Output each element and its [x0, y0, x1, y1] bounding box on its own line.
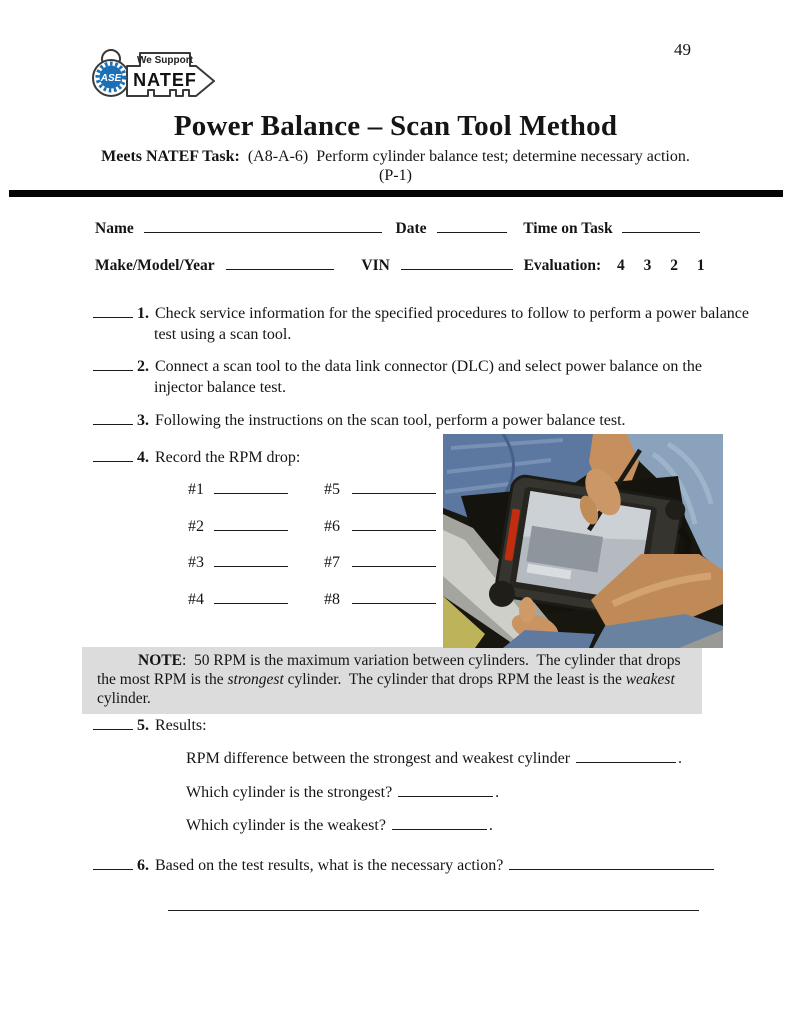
step-2-check-blank[interactable]: [93, 367, 133, 371]
result-2-blank[interactable]: [398, 793, 493, 797]
step-3: [93, 410, 791, 431]
vin-blank[interactable]: [401, 266, 513, 270]
rpm-5-blank[interactable]: [352, 490, 436, 494]
rpm-6-blank[interactable]: [352, 527, 436, 531]
rpm-2-label: #2: [188, 517, 204, 535]
step-1: [93, 303, 754, 345]
scan-tool-photo-image: [443, 434, 723, 648]
rpm-row-2: [188, 518, 436, 555]
step-6-answer-blank[interactable]: [509, 866, 714, 870]
date-blank[interactable]: [437, 229, 507, 233]
step-3-number: 3.: [137, 412, 149, 429]
step-6-check-blank[interactable]: [93, 866, 133, 870]
rpm-8-blank[interactable]: [352, 600, 436, 604]
make-model-year-blank[interactable]: [226, 266, 334, 270]
rpm-7-blank[interactable]: [352, 563, 436, 567]
evaluation-label: Evaluation:: [523, 257, 602, 274]
step-6-text: Based on the test results, what is the necessary action?: [155, 857, 504, 874]
rpm-1-blank[interactable]: [214, 490, 288, 494]
time-on-task-blank[interactable]: [622, 229, 700, 233]
page-title: Power Balance – Scan Tool Method: [173, 110, 618, 142]
task-label: Meets NATEF Task:: [101, 148, 240, 165]
step-5-check-blank[interactable]: [93, 726, 133, 730]
date-label: Date: [395, 220, 427, 237]
vehicle-row: [95, 257, 705, 275]
logo-main-text: NATEF: [133, 70, 197, 90]
step-6: [93, 855, 791, 876]
rpm-4-label: #4: [188, 590, 204, 608]
result-1-period: .: [678, 750, 683, 767]
name-label: Name: [95, 220, 134, 237]
step-5-number: 5.: [137, 717, 149, 734]
note-text-2: cylinder. The cylinder that drops RPM the least is the: [283, 671, 626, 688]
step-4-number: 4.: [137, 449, 149, 466]
rpm-1-label: #1: [188, 481, 204, 498]
step-2-number: 2.: [137, 358, 149, 375]
evaluation-2[interactable]: 2: [670, 257, 678, 274]
result-line-3: [186, 817, 493, 835]
evaluation-4[interactable]: 4: [616, 257, 625, 274]
note-italic-weakest: weakest: [625, 671, 675, 688]
step-4-text: Record the RPM drop:: [155, 449, 301, 466]
logo-top-text: We Support: [137, 55, 193, 66]
rpm-3-label: #3: [188, 554, 204, 571]
priority-label: (P-1): [379, 167, 412, 184]
note-label: NOTE: [138, 652, 182, 669]
step-4-check-blank[interactable]: [93, 458, 133, 462]
step-1-text: Check service information for the specified procedures to follow to perform a power balance test using a scan tool.: [154, 305, 749, 343]
rpm-4-blank[interactable]: [214, 600, 288, 604]
step-1-check-blank[interactable]: [93, 314, 133, 318]
step-6-number: 6.: [137, 857, 149, 874]
rpm-8-label: #8: [324, 590, 340, 608]
time-on-task-label: Time on Task: [523, 220, 613, 237]
scan-tool-photo: [443, 434, 723, 648]
result-3-text: Which cylinder is the weakest?: [186, 817, 386, 834]
divider-rule: [9, 190, 783, 197]
step-3-text: Following the instructions on the scan tool, perform a power balance test.: [155, 412, 626, 429]
note-italic-strongest: strongest: [227, 671, 284, 688]
step-2: [93, 356, 754, 398]
rpm-5-label: #5: [324, 481, 340, 498]
vin-label: VIN: [361, 257, 390, 274]
result-3-blank[interactable]: [392, 826, 487, 830]
step-3-check-blank[interactable]: [93, 421, 133, 425]
step-5-text: Results:: [155, 717, 207, 734]
rpm-row-4: [188, 591, 436, 628]
step-6-answer-blank-line-2[interactable]: [168, 908, 699, 911]
step-5: [93, 715, 224, 736]
step-2-text: Connect a scan tool to the data link connector (DLC) and select power balance on the injector balance test.: [154, 358, 702, 396]
rpm-2-blank[interactable]: [214, 527, 288, 531]
rpm-7-label: #7: [324, 554, 340, 571]
evaluation-1[interactable]: 1: [696, 257, 705, 274]
rpm-3-blank[interactable]: [214, 563, 288, 567]
step-1-number: 1.: [137, 305, 149, 322]
rpm-6-label: #6: [324, 517, 340, 535]
page-number: 49: [674, 40, 691, 59]
result-1-blank[interactable]: [576, 759, 676, 763]
natef-logo: [88, 42, 220, 106]
result-1-text: RPM difference between the strongest and weakest cylinder: [186, 750, 571, 767]
note-text-1: : 50 RPM is the maximum variation between cylinders. The cylinder that drops the most RPM is the: [97, 652, 685, 688]
natef-task-line: [0, 148, 791, 166]
note-text-3: cylinder.: [97, 671, 679, 707]
rpm-row-3: [188, 554, 436, 591]
name-date-row: [95, 220, 700, 238]
make-model-year-label: Make/Model/Year: [95, 257, 215, 274]
ase-gear-label: ASE: [100, 73, 122, 84]
result-line-2: [186, 784, 499, 802]
result-3-period: .: [488, 817, 493, 834]
task-description: (A8-A-6) Perform cylinder balance test; determine necessary action.: [247, 148, 690, 165]
name-blank[interactable]: [144, 229, 382, 233]
result-line-1: [186, 750, 682, 768]
result-2-period: .: [495, 784, 500, 801]
task-text: [240, 148, 248, 165]
result-2-text: Which cylinder is the strongest?: [186, 784, 393, 801]
rpm-drop-table: [188, 481, 436, 627]
evaluation-3[interactable]: 3: [643, 257, 652, 274]
natef-key-icon: [88, 42, 220, 106]
rpm-row-1: [188, 481, 436, 518]
note-box: [82, 647, 702, 714]
